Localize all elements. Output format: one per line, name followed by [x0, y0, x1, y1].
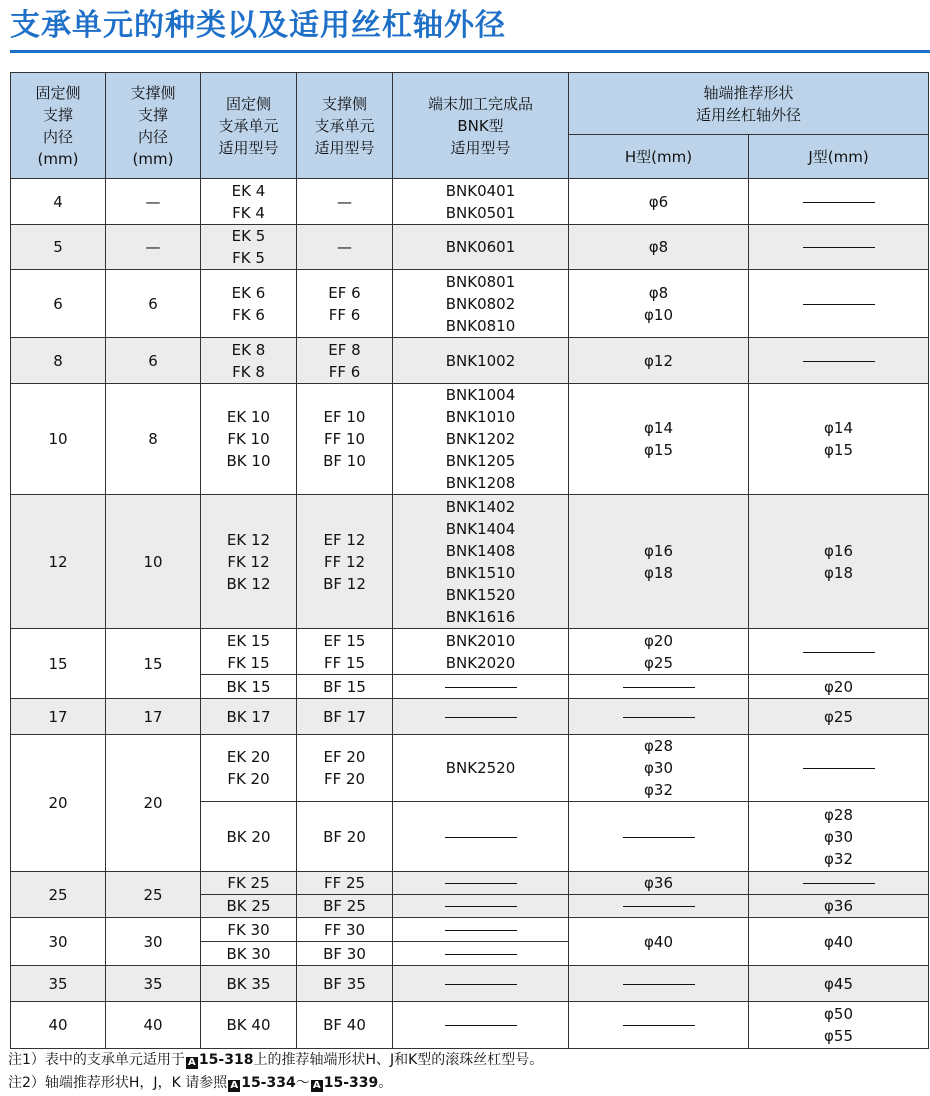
bnk-cell: [393, 942, 569, 966]
bnk-cell: BNK2010 BNK2020: [393, 629, 569, 675]
support-inner-cell: 17: [106, 699, 201, 735]
fixed-model-cell: BK 25: [201, 895, 297, 918]
j-type-cell: [749, 629, 929, 675]
support-model-cell: BF 25: [297, 895, 393, 918]
empty-dash: [623, 1025, 695, 1026]
support-inner-cell: 6: [106, 338, 201, 384]
j-type-cell: [749, 735, 929, 802]
support-inner-cell: 10: [106, 495, 201, 629]
empty-dash: [623, 717, 695, 718]
table-row: [11, 629, 929, 675]
support-inner-cell: 25: [106, 872, 201, 918]
support-model-cell: BF 40: [297, 1002, 393, 1049]
range-separator: ～: [295, 1075, 310, 1091]
support-model-cell: —: [297, 225, 393, 270]
table-row: [11, 699, 929, 735]
page-ref-icon: A: [311, 1080, 323, 1092]
table-row: [11, 338, 929, 384]
footnote-1: [8, 1050, 543, 1070]
h-type-cell: [569, 966, 749, 1002]
support-model-cell: —: [297, 179, 393, 225]
h-type-cell: [569, 699, 749, 735]
empty-dash: [803, 304, 875, 305]
h-type-cell: φ8: [569, 225, 749, 270]
empty-dash: [803, 883, 875, 884]
h-type-cell: φ36: [569, 872, 749, 895]
j-type-cell: φ45: [749, 966, 929, 1002]
fixed-model-cell: BK 35: [201, 966, 297, 1002]
support-inner-cell: 20: [106, 735, 201, 872]
j-type-cell: φ16 φ18: [749, 495, 929, 629]
bnk-cell: BNK1402 BNK1404 BNK1408 BNK1510 BNK1520 BNK1616: [393, 495, 569, 629]
table-row: [11, 1002, 929, 1049]
fixed-model-cell: BK 15: [201, 675, 297, 699]
support-inner-cell: 35: [106, 966, 201, 1002]
j-type-cell: φ28 φ30 φ32: [749, 802, 929, 872]
page-ref-icon: A: [228, 1080, 240, 1092]
empty-dash: [803, 202, 875, 203]
bnk-cell: [393, 966, 569, 1002]
title-underline: [10, 50, 930, 53]
support-model-cell: EF 12 FF 12 BF 12: [297, 495, 393, 629]
h-type-cell: φ8 φ10: [569, 270, 749, 338]
fixed-inner-cell: 4: [11, 179, 106, 225]
support-model-cell: EF 6 FF 6: [297, 270, 393, 338]
empty-dash: [445, 984, 517, 985]
empty-dash: [445, 717, 517, 718]
empty-dash: [803, 361, 875, 362]
table-row: [11, 495, 929, 629]
empty-dash: [623, 906, 695, 907]
fixed-inner-cell: 12: [11, 495, 106, 629]
page-ref-link[interactable]: 15-339: [323, 1075, 379, 1091]
empty-dash: [803, 247, 875, 248]
header-support-unit-model: 支撑侧 支承单元 适用型号: [297, 73, 393, 179]
h-type-cell: φ16 φ18: [569, 495, 749, 629]
h-type-cell: φ20 φ25: [569, 629, 749, 675]
fixed-model-cell: EK 4 FK 4: [201, 179, 297, 225]
table-row: [11, 225, 929, 270]
header-row: [11, 73, 929, 135]
fixed-model-cell: BK 20: [201, 802, 297, 872]
j-type-cell: [749, 872, 929, 895]
empty-dash: [445, 954, 517, 955]
support-inner-cell: 40: [106, 1002, 201, 1049]
table-row: [11, 918, 929, 942]
fixed-inner-cell: 40: [11, 1002, 106, 1049]
empty-dash: [445, 930, 517, 931]
header-shaft-end-shape: 轴端推荐形状 适用丝杠轴外径: [569, 73, 929, 135]
empty-dash: [803, 652, 875, 653]
empty-dash: [623, 687, 695, 688]
fixed-inner-cell: 30: [11, 918, 106, 966]
table-row: [11, 384, 929, 495]
bnk-cell: BNK1002: [393, 338, 569, 384]
empty-dash: [445, 1025, 517, 1026]
header-j-type: J型(mm): [749, 135, 929, 179]
support-model-cell: BF 30: [297, 942, 393, 966]
h-type-cell: [569, 802, 749, 872]
fixed-inner-cell: 8: [11, 338, 106, 384]
page-ref-link[interactable]: 15-334: [241, 1075, 296, 1091]
bnk-cell: BNK1004 BNK1010 BNK1202 BNK1205 BNK1208: [393, 384, 569, 495]
support-model-cell: EF 15 FF 15: [297, 629, 393, 675]
fixed-model-cell: EK 8 FK 8: [201, 338, 297, 384]
empty-dash: [445, 837, 517, 838]
support-model-cell: FF 25: [297, 872, 393, 895]
footnote-2: [8, 1073, 392, 1093]
support-inner-cell: 8: [106, 384, 201, 495]
header-h-type: H型(mm): [569, 135, 749, 179]
fixed-inner-cell: 6: [11, 270, 106, 338]
support-model-cell: BF 17: [297, 699, 393, 735]
h-type-cell: φ40: [569, 918, 749, 966]
fixed-inner-cell: 17: [11, 699, 106, 735]
support-inner-cell: —: [106, 179, 201, 225]
h-type-cell: φ28 φ30 φ32: [569, 735, 749, 802]
empty-dash: [445, 687, 517, 688]
j-type-cell: φ14 φ15: [749, 384, 929, 495]
empty-dash: [623, 837, 695, 838]
bnk-cell: [393, 918, 569, 942]
bnk-cell: [393, 872, 569, 895]
table-row: [11, 966, 929, 1002]
fixed-inner-cell: 35: [11, 966, 106, 1002]
bnk-cell: BNK2520: [393, 735, 569, 802]
empty-dash: [803, 768, 875, 769]
fixed-inner-cell: 20: [11, 735, 106, 872]
footnote-2-end: 。: [378, 1075, 393, 1091]
support-inner-cell: 30: [106, 918, 201, 966]
empty-dash: [445, 883, 517, 884]
fixed-inner-cell: 5: [11, 225, 106, 270]
j-type-cell: [749, 270, 929, 338]
table-row: [11, 735, 929, 802]
footnote-1-tail: 上的推荐轴端形状H、J和K型的滚珠丝杠型号。: [253, 1052, 544, 1068]
bnk-cell: [393, 895, 569, 918]
fixed-model-cell: EK 12 FK 12 BK 12: [201, 495, 297, 629]
support-model-cell: BF 20: [297, 802, 393, 872]
j-type-cell: φ25: [749, 699, 929, 735]
bnk-cell: [393, 802, 569, 872]
h-type-cell: φ6: [569, 179, 749, 225]
bnk-cell: BNK0401 BNK0501: [393, 179, 569, 225]
bnk-cell: [393, 1002, 569, 1049]
h-type-cell: [569, 895, 749, 918]
fixed-model-cell: EK 15 FK 15: [201, 629, 297, 675]
fixed-model-cell: EK 5 FK 5: [201, 225, 297, 270]
table-row: [11, 872, 929, 895]
fixed-model-cell: EK 6 FK 6: [201, 270, 297, 338]
support-model-cell: BF 15: [297, 675, 393, 699]
header-support-inner-diameter: 支撑侧 支撑 内径 (mm): [106, 73, 201, 179]
j-type-cell: φ20: [749, 675, 929, 699]
header-bnk-model: 端末加工完成品 BNK型 适用型号: [393, 73, 569, 179]
fixed-inner-cell: 10: [11, 384, 106, 495]
empty-dash: [445, 906, 517, 907]
header-fixed-unit-model: 固定侧 支承单元 适用型号: [201, 73, 297, 179]
h-type-cell: φ14 φ15: [569, 384, 749, 495]
fixed-model-cell: EK 20 FK 20: [201, 735, 297, 802]
h-type-cell: [569, 1002, 749, 1049]
page-ref-icon: A: [186, 1057, 198, 1069]
h-type-cell: φ12: [569, 338, 749, 384]
j-type-cell: [749, 179, 929, 225]
j-type-cell: [749, 225, 929, 270]
header-fixed-inner-diameter: 固定侧 支撑 内径 (mm): [11, 73, 106, 179]
fixed-model-cell: FK 30: [201, 918, 297, 942]
fixed-model-cell: FK 25: [201, 872, 297, 895]
support-model-cell: EF 8 FF 6: [297, 338, 393, 384]
j-type-cell: φ40: [749, 918, 929, 966]
support-unit-table: [10, 72, 929, 1049]
fixed-model-cell: BK 40: [201, 1002, 297, 1049]
footnote-1-text: 注1）表中的支承单元适用于: [8, 1052, 185, 1068]
support-inner-cell: 6: [106, 270, 201, 338]
j-type-cell: [749, 338, 929, 384]
page-ref-link[interactable]: 15-318: [198, 1052, 254, 1068]
page-title: 支承单元的种类以及适用丝杠轴外径: [10, 8, 506, 43]
support-model-cell: BF 35: [297, 966, 393, 1002]
bnk-cell: [393, 675, 569, 699]
bnk-cell: BNK0801 BNK0802 BNK0810: [393, 270, 569, 338]
support-inner-cell: 15: [106, 629, 201, 699]
bnk-cell: BNK0601: [393, 225, 569, 270]
empty-dash: [623, 984, 695, 985]
bnk-cell: [393, 699, 569, 735]
table-row: [11, 270, 929, 338]
support-model-cell: FF 30: [297, 918, 393, 942]
support-model-cell: EF 10 FF 10 BF 10: [297, 384, 393, 495]
support-model-cell: EF 20 FF 20: [297, 735, 393, 802]
fixed-model-cell: EK 10 FK 10 BK 10: [201, 384, 297, 495]
h-type-cell: [569, 675, 749, 699]
j-type-cell: φ50 φ55: [749, 1002, 929, 1049]
footnote-2-text: 注2）轴端推荐形状H，J，K 请参照: [8, 1075, 228, 1091]
fixed-model-cell: BK 30: [201, 942, 297, 966]
fixed-inner-cell: 25: [11, 872, 106, 918]
j-type-cell: φ36: [749, 895, 929, 918]
fixed-inner-cell: 15: [11, 629, 106, 699]
support-inner-cell: —: [106, 225, 201, 270]
fixed-model-cell: BK 17: [201, 699, 297, 735]
table-row: [11, 179, 929, 225]
